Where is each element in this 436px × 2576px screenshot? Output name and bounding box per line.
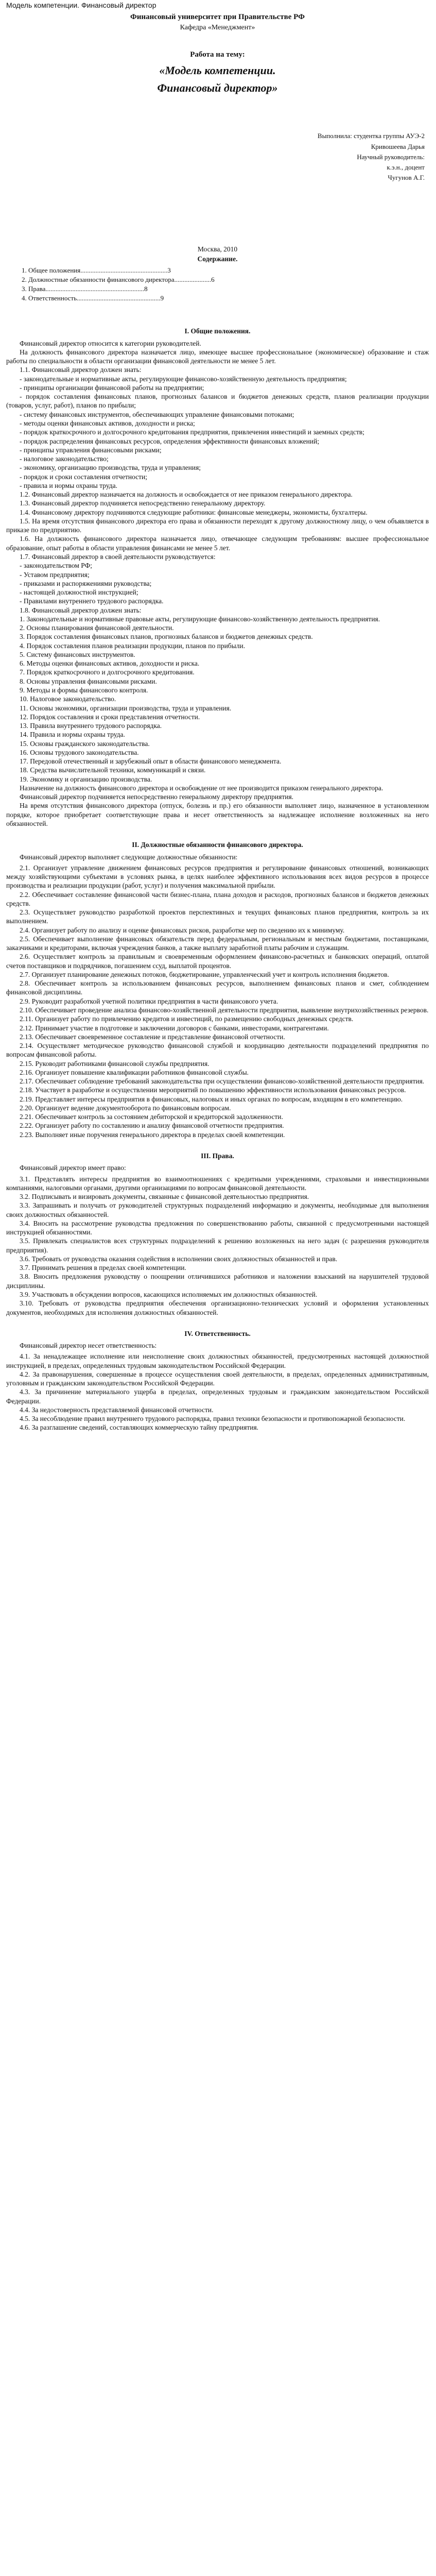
paragraph: 2.22. Организует работу по составлению и анализу финансовой отчетности предприятия.	[20, 1122, 284, 1130]
paragraph: 1.3. Финансовый директор подчиняется непосредственно генеральному директору.	[20, 499, 266, 507]
paragraph: 3.3. Запрашивать и получать от руководителей структурных подразделений информацию и документы, необходимые для выполнения своих должностных обязанностей.	[6, 1201, 429, 1218]
author-block	[6, 131, 425, 183]
section-4-body	[6, 1352, 429, 1432]
paragraph: 2.19. Представляет интересы предприятия в финансовых, налоговых и иных органах по вопросам, входящим в его компетенцию.	[20, 1095, 403, 1103]
paragraph: 2.2. Обеспечивает составление финансовой части бизнес-плана, плана доходов и расходов, прогнозных балансов и бюджетов денежных средств.	[6, 890, 429, 907]
work-title	[6, 62, 429, 97]
paragraph: На время отсутствия финансового директора (отпуск, болезнь и пр.) его обязанности выполняет лицо, назначенное в установленном порядке, которое приобретает соответствующие права и несет ответственность за надлежащее исполнение возложенных на него обязанностей.	[6, 802, 429, 827]
paragraph: 16. Основы трудового законодательства.	[20, 748, 139, 756]
paragraph: 17. Передовой отечественный и зарубежный опыт в области финансового менеджмента.	[20, 757, 282, 766]
section-2-intro: Финансовый директор выполняет следующие должностные обязанности:	[20, 853, 238, 861]
paragraph: 2.5. Обеспечивает выполнение финансовых обязательств перед федеральным, региональным и местным бюджетами, поставщиками, заказчиками и кредиторами, включая учреждения банков, а также выплату заработной платы рабочим и служащим.	[6, 935, 429, 952]
paragraph: - Правилами внутреннего трудового распорядка.	[20, 597, 164, 605]
paragraph: 2. Основы планирования финансовой деятельности.	[20, 624, 174, 632]
paragraph: 5. Систему финансовых инструментов.	[20, 650, 135, 658]
section-2-body	[6, 863, 429, 1139]
paragraph: 4.2. За правонарушения, совершенные в процессе осуществления своей деятельности, в пределах, определенных административным, уголовным и гражданским законодательством Российской Федерации.	[6, 1370, 429, 1387]
paragraph: 1.8. Финансовый директор должен знать:	[20, 606, 142, 614]
paragraph: 13. Правила внутреннего трудового распорядка.	[20, 722, 162, 730]
paragraph: 8. Основы управления финансовыми рисками.	[20, 677, 157, 685]
author-line: Выполнила: студентка группы АУЭ-2	[317, 132, 425, 140]
paragraph: - методы оценки финансовых активов, доходности и риска;	[20, 419, 195, 428]
paragraph: Финансовый директор подчиняется непосредственно генеральному директору предприятия.	[20, 793, 294, 801]
paragraph: На должность финансового директора назначается лицо, имеющее высшее профессиональное (экономическое) образование и стаж работы по специальности в области организации финансовой деятельности не менее 5 лет.	[6, 348, 429, 365]
document-title: Модель компетенции. Финансовый директор	[6, 1, 156, 9]
paragraph: 19. Экономику и организацию производства.	[20, 775, 152, 783]
table-of-contents	[22, 266, 429, 303]
paragraph: - экономику, организацию производства, труда и управления;	[20, 464, 201, 472]
paragraph: 2.11. Организует работу по привлечению кредитов и инвестиций, по размещению свободных денежных средств.	[20, 1015, 354, 1023]
paragraph: 4.6. За разглашение сведений, составляющих коммерческую тайну предприятия.	[20, 1423, 259, 1432]
section-4-intro: Финансовый директор несет ответственность:	[20, 1342, 157, 1350]
toc-item: 4. Ответственность..................................................9	[22, 294, 164, 302]
paragraph: 4. Порядок составления планов реализации продукции, планов по прибыли.	[20, 641, 246, 650]
section-2-heading: II. Должностные обязанности финансового директора.	[132, 841, 303, 849]
section-1-body	[6, 339, 429, 828]
work-title-line-2: Финансовый директор»	[157, 81, 278, 95]
toc-heading: Содержание.	[197, 255, 238, 263]
paragraph: 2.7. Организует планирование денежных потоков, бюджетирование, управленческий учет и контроль исполнения бюджетов.	[20, 970, 389, 978]
paragraph: - налоговое законодательство;	[20, 455, 109, 463]
paragraph: - принципы организации финансовой работы на предприятии;	[20, 383, 204, 392]
paragraph: 3.5. Привлекать специалистов всех структурных подразделений к решению возложенных на него задач (с разрешения руководителя предприятия).	[6, 1237, 429, 1254]
paragraph: 7. Порядок краткосрочного и долгосрочного кредитования.	[20, 668, 195, 676]
paragraph: 2.1. Организует управление движением финансовых ресурсов предприятия и регулирование финансовых отношений, возникающих между хозяйствующими субъектами в условиях рынка, в целях наиболее эффективного использования всех видов ресурсов в процессе производства и реализации продукции (работ, услуг) и получения максимальной прибыли.	[6, 863, 429, 890]
toc-item: 2. Должностные обязанности финансового директора......................6	[22, 275, 215, 283]
paragraph: - порядок распределения финансовых ресурсов, определения эффективности финансовых вложений;	[20, 437, 320, 445]
paragraph: 3.1. Представлять интересы предприятия во взаимоотношениях с кредитными учреждениями, страховыми и инвестиционными компаниями, налоговыми органами, другими организациями по вопросам финансовой деятельности.	[6, 1175, 429, 1192]
university-name: Финансовый университет при Правительстве РФ	[130, 12, 305, 21]
paragraph: 1.7. Финансовый директор в своей деятельности руководствуется:	[20, 553, 216, 561]
author-line: Научный руководитель:	[357, 152, 425, 161]
toc-item: 3. Права...........................................................8	[22, 284, 148, 293]
paragraph: 2.6. Осуществляет контроль за правильным и своевременным оформлением финансово-расчетных и банковских операций, оплатой счетов поставщиков и подрядчиков, погашением ссуд, выплатой процентов.	[6, 953, 429, 970]
city-year: Москва, 2010	[197, 245, 238, 253]
paragraph: - правила и нормы охраны труда.	[20, 481, 117, 489]
paragraph: 1.1. Финансовый директор должен знать:	[20, 366, 142, 374]
section-3-body	[6, 1175, 429, 1317]
paragraph: 1.6. На должность финансового директора назначается лицо, отвечающее следующим требованиям: высшее профессиональное образование, опыт работы в области управления финансами не менее 5 лет.	[6, 535, 429, 552]
paragraph: - систему финансовых инструментов, обеспечивающих управление финансовыми потоками;	[20, 410, 294, 418]
paragraph: 1.5. На время отсутствия финансового директора его права и обязанности переходят к другому должностному лицу, о чем объявляется в приказе по предприятию.	[6, 517, 429, 534]
paragraph: - Уставом предприятия;	[20, 570, 90, 579]
department-name: Кафедра «Менеджмент»	[180, 24, 255, 32]
paragraph: 4.1. За ненадлежащее исполнение или неисполнение своих должностных обязанностей, предусмотренных настоящей должностной инструкцией, в пределах, определенных трудовым законодательством Российской Федерации.	[6, 1352, 429, 1369]
paragraph: - принципы управления финансовыми рисками;	[20, 446, 162, 454]
toc-item: 1. Общее положения....................................................3	[22, 266, 171, 274]
paragraph: 11. Основы экономики, организации производства, труда и управления.	[20, 704, 232, 712]
paragraph: - законодательством РФ;	[20, 562, 92, 570]
paragraph: - порядок и сроки составления отчетности;	[20, 472, 148, 481]
paragraph: - порядок краткосрочного и долгосрочного кредитования предприятия, привлечения инвестиций и заемных средств;	[20, 428, 364, 436]
paragraph: 9. Методы и формы финансового контроля.	[20, 686, 148, 694]
paragraph: 10. Налоговое законодательство.	[20, 695, 116, 703]
paragraph: 2.18. Участвует в разработке и осуществлении мероприятий по повышению эффективности использования финансовых ресурсов.	[20, 1086, 406, 1094]
paragraph: 12. Порядок составления и сроки представления отчетности.	[20, 713, 200, 721]
paragraph: - настоящей должностной инструкцией;	[20, 588, 138, 597]
paragraph: - порядок составления финансовых планов, прогнозных балансов и бюджетов денежных средств, планов реализации продукции (товаров, услуг, работ), планов по прибыли;	[6, 393, 429, 410]
paragraph: 2.20. Организует ведение документооборота по финансовым вопросам.	[20, 1104, 231, 1112]
section-4-heading: IV. Ответственность.	[184, 1329, 251, 1337]
paragraph: 1. Законодательные и нормативные правовые акты, регулирующие финансово-хозяйственную деятельность предприятия.	[20, 615, 380, 623]
paragraph: 3.6. Требовать от руководства оказания содействия в исполнении своих должностных обязанностей и прав.	[20, 1255, 338, 1263]
paragraph: Финансовый директор относится к категории руководителей.	[20, 339, 201, 347]
paragraph: Назначение на должность финансового директора и освобождение от нее производится приказом генерального директора.	[20, 784, 383, 792]
paragraph: 3. Порядок составления финансовых планов, прогнозных балансов и бюджетов денежных средств.	[20, 633, 313, 641]
paragraph: 3.9. Участвовать в обсуждении вопросов, касающихся исполняемых им должностных обязанностей.	[20, 1290, 318, 1298]
paragraph: 3.8. Вносить предложения руководству о поощрении отличившихся работников и наложении взысканий на нарушителей трудовой дисциплины.	[6, 1273, 429, 1290]
paragraph: 3.7. Принимать решения в пределах своей компетенции.	[20, 1264, 186, 1272]
paragraph: 2.15. Руководит работниками финансовой службы предприятия.	[20, 1059, 210, 1067]
paragraph: 2.10. Обеспечивает проведение анализа финансово-хозяйственной деятельности предприятия, выявление внутрихозяйственных резервов.	[20, 1006, 429, 1014]
author-line: к.э.н., доцент	[387, 163, 425, 171]
author-line: Кривошеева Дарья	[371, 142, 425, 150]
paragraph: 1.4. Финансовому директору подчиняются следующие работники: финансовые менеджеры, экономисты, бухгалтеры.	[20, 508, 368, 516]
paragraph: 2.21. Обеспечивает контроль за состоянием дебиторской и кредиторской задолженности.	[20, 1113, 283, 1121]
paragraph: 2.17. Обеспечивает соблюдение требований законодательства при осуществлении финансово-хозяйственной деятельности предприятия.	[20, 1077, 425, 1086]
paragraph: 3.10. Требовать от руководства предприятия обеспечения организационно-технических условий и оформления установленных документов, необходимых для исполнения должностных обязанностей.	[6, 1299, 429, 1316]
section-1-heading: I. Общие положения.	[184, 327, 251, 335]
paragraph: 3.2. Подписывать и визировать документы, связанные с финансовой деятельностью предприятия.	[20, 1193, 309, 1201]
paragraph: 2.14. Осуществляет методическое руководство финансовой службой и координацию деятельности подразделений предприятия по вопросам финансовой работы.	[6, 1042, 429, 1059]
paragraph: 2.9. Руководит разработкой учетной политики предприятия в части финансового учета.	[20, 997, 278, 1005]
paragraph: 4.5. За несоблюдение правил внутреннего трудового распорядка, правил техники безопасности и противопожарной безопасности.	[20, 1415, 406, 1423]
paragraph: 2.12. Принимает участие в подготовке и заключении договоров с банками, инвесторами, контрагентами.	[20, 1024, 329, 1032]
paragraph: 2.8. Обеспечивает контроль за использованием финансовых ресурсов, выполнением финансовых планов и смет, соблюдением финансовой дисциплины.	[6, 979, 429, 996]
section-3-intro: Финансовый директор имеет право:	[20, 1164, 126, 1172]
paragraph: - приказами и распоряжениями руководства;	[20, 579, 152, 587]
paragraph: 18. Средства вычислительной техники, коммуникаций и связи.	[20, 766, 206, 774]
work-label: Работа на тему:	[190, 50, 245, 59]
paragraph: 3.4. Вносить на рассмотрение руководства предложения по совершенствованию работы, связанной с предусмотренными настоящей инструкцией обязанностями.	[6, 1219, 429, 1236]
paragraph: 15. Основы гражданского законодательства.	[20, 739, 150, 748]
paragraph: 2.16. Организует повышение квалификации работников финансовой службы.	[20, 1068, 249, 1076]
paragraph: 4.3. За причинение материального ущерба в пределах, определенных трудовым и гражданским законодательством Российской Федерации.	[6, 1388, 429, 1405]
paragraph: 4.4. За недостоверность представляемой финансовой отчетности.	[20, 1405, 214, 1414]
paragraph: 2.4. Организует работу по анализу и оценке финансовых рисков, разработке мер по сведению их к минимуму.	[20, 926, 345, 934]
paragraph: 2.23. Выполняет иные поручения генерального директора в пределах своей компетенции.	[20, 1130, 285, 1139]
paragraph: 6. Методы оценки финансовых активов, доходности и риска.	[20, 659, 200, 668]
paragraph: 2.13. Обеспечивает своевременное составление и представление финансовой отчетности.	[20, 1032, 285, 1041]
section-3-heading: III. Права.	[201, 1152, 234, 1160]
paragraph: 2.3. Осуществляет руководство разработкой проектов перспективных и текущих финансовых планов предприятия, контроль за их выполнением.	[6, 908, 429, 925]
work-title-line-1: «Модель компетенции.	[159, 64, 276, 77]
paragraph: - законодательные и нормативные акты, регулирующие финансово-хозяйственную деятельность предприятия;	[20, 375, 347, 383]
paragraph: 1.2. Финансовый директор назначается на должность и освобождается от нее приказом генерального директора.	[20, 490, 353, 499]
paragraph: 14. Правила и нормы охраны труда.	[20, 731, 125, 739]
author-line: Чугунов А.Г.	[388, 173, 425, 181]
